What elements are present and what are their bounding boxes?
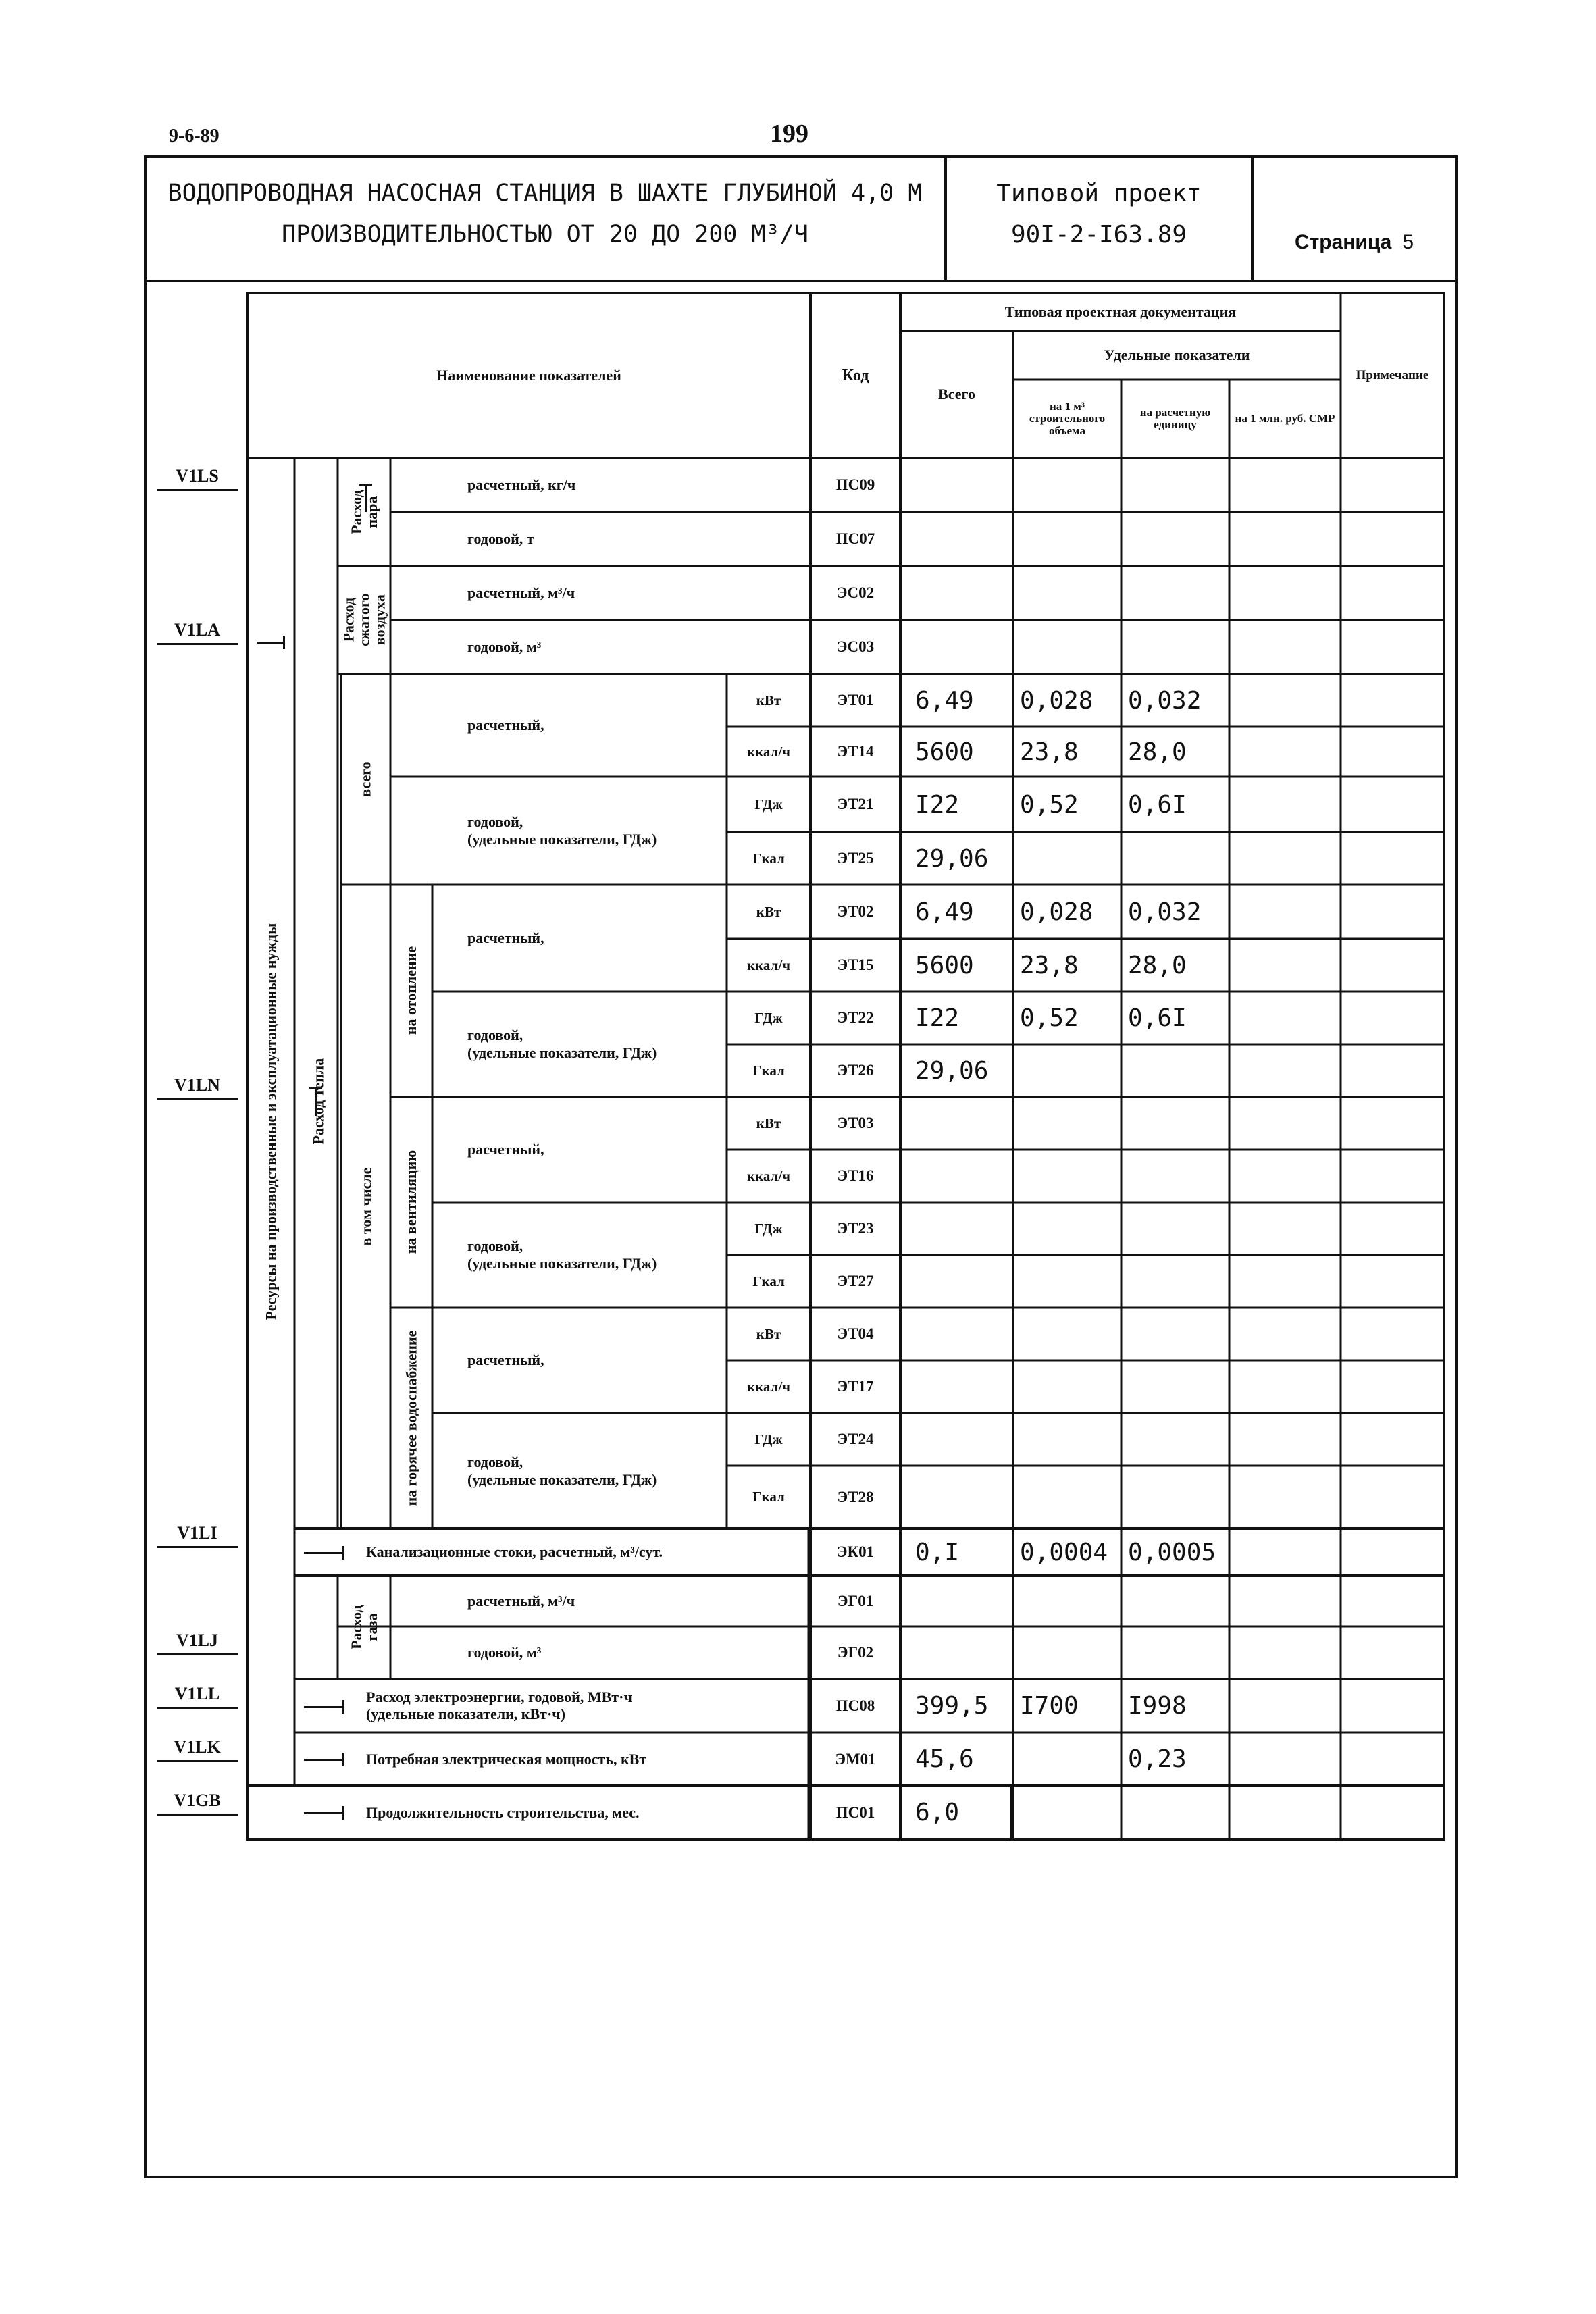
- value-per-unit: [1121, 566, 1229, 620]
- row-label: годовой, м³: [467, 1644, 542, 1661]
- group-heat-including: в том числе: [357, 1167, 374, 1246]
- value-per-m3: [1013, 512, 1121, 566]
- code-cell: ЭТ14: [837, 743, 874, 760]
- row-label: годовой, (удельные показатели, ГДж): [467, 1453, 657, 1488]
- group-resources: Ресурсы на производственные и эксплуатационные нужды: [262, 923, 280, 1320]
- arrow-mark: [304, 1812, 343, 1814]
- arrow-mark: [365, 485, 367, 512]
- value-per-unit: [1121, 620, 1229, 674]
- value-total: 399,5: [915, 1692, 989, 1720]
- code-cell: ЭТ27: [837, 1272, 874, 1289]
- unit-cell: кВт: [756, 1114, 781, 1131]
- value-total: 6,49: [915, 898, 974, 926]
- code-cell: ЭТ23: [837, 1220, 874, 1237]
- column-header-specific: Удельные показатели: [1104, 346, 1250, 363]
- value-total: I22: [915, 1004, 960, 1032]
- row-label: годовой, т: [467, 530, 534, 547]
- unit-cell: ккал/ч: [746, 956, 791, 973]
- code-cell: ПС01: [835, 1803, 875, 1821]
- value-per-m3: 23,8: [1020, 951, 1079, 979]
- value-per-unit: [1121, 1097, 1229, 1150]
- code-cell: ЭГ02: [837, 1644, 874, 1661]
- value-total: [900, 1202, 1013, 1255]
- side-code: V1LS: [157, 466, 238, 491]
- arrow-mark: [257, 642, 284, 644]
- row-label: расчетный, м³/ч: [467, 1592, 575, 1610]
- value-per-m3: [1013, 832, 1121, 885]
- code-cell: ЭС03: [836, 638, 875, 655]
- row-label-sewage: Канализационные стоки, расчетный, м³/сут.: [366, 1543, 663, 1560]
- value-per-m3: [1013, 1360, 1121, 1413]
- code-cell: ЭТ17: [837, 1378, 874, 1395]
- value-total: 6,49: [915, 686, 974, 715]
- unit-cell: Гкал: [752, 850, 785, 867]
- code-cell: ЭТ02: [837, 903, 874, 920]
- value-per-unit: 0,6I: [1128, 790, 1187, 819]
- column-header-note: Примечание: [1356, 368, 1429, 382]
- value-total: 5600: [915, 951, 974, 979]
- value-per-unit: 28,0: [1128, 951, 1187, 979]
- column-header-per-unit: на расчетную единицу: [1139, 406, 1211, 431]
- code-cell: ЭТ04: [837, 1325, 874, 1342]
- value-total: 29,06: [915, 1056, 989, 1085]
- unit-cell: кВт: [756, 692, 781, 709]
- code-cell: ЭТ01: [837, 692, 874, 709]
- value-per-unit: [1121, 458, 1229, 512]
- column-header-total: Всего: [938, 386, 975, 403]
- row-label-duration: Продолжительность строительства, мес.: [366, 1803, 640, 1821]
- side-code: V1GB: [157, 1791, 238, 1816]
- code-cell: ЭТ03: [837, 1114, 874, 1131]
- value-total: [900, 512, 1013, 566]
- row-label: годовой, (удельные показатели, ГДж): [467, 813, 657, 848]
- code-cell: ЭТ16: [837, 1167, 874, 1184]
- value-per-m3: [1013, 1576, 1121, 1626]
- unit-cell: кВт: [756, 1325, 781, 1342]
- value-per-unit: 28,0: [1128, 738, 1187, 766]
- code-cell: ПС07: [835, 530, 875, 547]
- value-per-m3: [1013, 1413, 1121, 1466]
- column-header-code: Код: [842, 366, 869, 384]
- value-total: 5600: [915, 738, 974, 766]
- value-total: [900, 1097, 1013, 1150]
- unit-cell: ккал/ч: [746, 1167, 791, 1184]
- group-steam: Расход пара: [347, 490, 380, 534]
- value-per-m3: [1013, 458, 1121, 512]
- value-per-unit: 0,6I: [1128, 1004, 1187, 1032]
- value-per-m3: [1013, 1786, 1121, 1839]
- unit-cell: ГДж: [754, 1220, 783, 1237]
- row-label: расчетный,: [467, 717, 544, 734]
- value-per-unit: 0,032: [1128, 686, 1202, 715]
- side-code: V1LA: [157, 620, 238, 645]
- column-header-per-m3: на 1 м³ строительного объема: [1029, 400, 1106, 437]
- value-per-unit: [1121, 1413, 1229, 1466]
- group-hot-water: на горячее водоснабжение: [403, 1330, 420, 1506]
- value-per-unit: [1121, 1360, 1229, 1413]
- value-per-unit: [1121, 1308, 1229, 1360]
- value-per-m3: [1013, 1308, 1121, 1360]
- unit-cell: кВт: [756, 903, 781, 920]
- code-cell: ЭТ25: [837, 850, 874, 867]
- value-total: [900, 1626, 1013, 1679]
- group-gas: Расход газа: [347, 1605, 380, 1650]
- arrow-mark: [304, 1706, 343, 1708]
- row-label: расчетный,: [467, 1352, 544, 1368]
- value-total: 0,I: [915, 1538, 960, 1566]
- code-cell: ЭМ01: [835, 1750, 876, 1768]
- value-per-m3: [1013, 1150, 1121, 1202]
- group-heating: на отопление: [403, 946, 420, 1035]
- unit-cell: ккал/ч: [746, 1378, 791, 1395]
- value-total: 29,06: [915, 844, 989, 873]
- unit-cell: ккал/ч: [746, 743, 791, 760]
- row-label: расчетный,: [467, 929, 544, 946]
- value-per-m3: [1013, 566, 1121, 620]
- group-heat: Расход тепла: [309, 1058, 326, 1145]
- value-per-m3: 0,028: [1020, 898, 1093, 926]
- value-per-m3: [1013, 1202, 1121, 1255]
- row-label: расчетный,: [467, 1141, 544, 1158]
- value-per-m3: [1013, 1044, 1121, 1097]
- unit-cell: ГДж: [754, 1009, 783, 1026]
- document-title-line1: ВОДОПРОВОДНАЯ НАСОСНАЯ СТАНЦИЯ В ШАХТЕ ГЛУБИНОЙ 4,0 М: [168, 180, 923, 207]
- code-cell: ЭТ26: [837, 1062, 874, 1079]
- page-number: 199: [770, 120, 808, 148]
- arrow-mark: [315, 1089, 317, 1116]
- group-heat-total: всего: [357, 761, 374, 798]
- code-cell: ЭК01: [836, 1543, 875, 1560]
- value-total: 45,6: [915, 1745, 974, 1773]
- value-total: [900, 458, 1013, 512]
- value-total: [900, 1360, 1013, 1413]
- value-per-m3: [1013, 1097, 1121, 1150]
- value-total: [900, 620, 1013, 674]
- document-code: 9-6-89: [169, 126, 220, 147]
- value-per-unit: 0,032: [1128, 898, 1202, 926]
- arrow-mark: [304, 1759, 343, 1761]
- page-label: Страница: [1294, 231, 1392, 253]
- value-per-unit: [1121, 1202, 1229, 1255]
- side-code: V1LK: [157, 1737, 238, 1762]
- code-cell: ПС08: [835, 1697, 875, 1714]
- unit-cell: ГДж: [754, 796, 783, 813]
- value-per-m3: I700: [1020, 1692, 1079, 1720]
- row-label: расчетный, м³/ч: [467, 584, 575, 601]
- column-header-group: Типовая проектная документация: [1004, 303, 1237, 320]
- code-cell: ЭГ01: [837, 1592, 874, 1610]
- value-total: [900, 1255, 1013, 1308]
- code-cell: ЭТ24: [837, 1431, 874, 1447]
- value-per-unit: [1121, 1576, 1229, 1626]
- value-per-unit: [1121, 832, 1229, 885]
- value-per-unit: [1121, 1466, 1229, 1528]
- project-label: Типовой проект: [996, 180, 1202, 207]
- value-per-m3: [1013, 1255, 1121, 1308]
- arrow-mark: [304, 1552, 343, 1554]
- unit-cell: ГДж: [754, 1431, 783, 1447]
- side-code: V1LL: [157, 1684, 238, 1709]
- value-per-unit: [1121, 1044, 1229, 1097]
- value-per-unit: [1121, 1150, 1229, 1202]
- project-number: 90I-2-I63.89: [1010, 221, 1187, 249]
- row-label-power: Потребная электрическая мощность, кВт: [366, 1750, 647, 1768]
- group-ventilation: на вентиляцию: [403, 1150, 420, 1254]
- document-title-line2: ПРОИЗВОДИТЕЛЬНОСТЬЮ ОТ 20 ДО 200 М³/Ч: [282, 221, 808, 248]
- value-per-m3: [1013, 1626, 1121, 1679]
- column-header-per-mln: на 1 млн. руб. СМР: [1235, 412, 1335, 426]
- row-label: годовой, м³: [467, 638, 542, 655]
- value-per-m3: [1013, 620, 1121, 674]
- value-per-m3: 0,0004: [1020, 1538, 1108, 1566]
- value-total: [900, 1308, 1013, 1360]
- value-per-m3: 0,52: [1020, 790, 1079, 819]
- value-per-unit: 0,23: [1128, 1745, 1187, 1773]
- value-per-m3: [1013, 1732, 1121, 1786]
- side-code: V1LI: [157, 1523, 238, 1548]
- column-header-name: Наименование показателей: [436, 367, 621, 384]
- value-total: I22: [915, 790, 960, 819]
- page-value: 5: [1402, 231, 1414, 253]
- unit-cell: Гкал: [752, 1272, 785, 1289]
- row-label: годовой, (удельные показатели, ГДж): [467, 1027, 657, 1061]
- unit-cell: Гкал: [752, 1489, 785, 1505]
- code-cell: ЭТ22: [837, 1009, 874, 1026]
- value-total: [900, 1466, 1013, 1528]
- value-per-m3: 23,8: [1020, 738, 1079, 766]
- side-code: V1LN: [157, 1075, 238, 1100]
- row-label: расчетный, кг/ч: [467, 476, 576, 493]
- code-cell: ЭТ21: [837, 796, 874, 813]
- value-per-m3: 0,52: [1020, 1004, 1079, 1032]
- side-code: V1LJ: [157, 1630, 238, 1655]
- value-total: [900, 1576, 1013, 1626]
- group-air: Расход сжатого воздуха: [340, 593, 388, 647]
- value-per-unit: [1121, 1255, 1229, 1308]
- unit-cell: Гкал: [752, 1062, 785, 1079]
- code-cell: ЭТ15: [837, 956, 874, 973]
- value-per-unit: [1121, 512, 1229, 566]
- value-per-unit: I998: [1128, 1692, 1187, 1720]
- value-per-unit: [1121, 1626, 1229, 1679]
- value-total: [900, 566, 1013, 620]
- value-per-m3: 0,028: [1020, 686, 1093, 715]
- code-cell: ЭТ28: [837, 1488, 874, 1506]
- value-per-unit: 0,0005: [1128, 1538, 1216, 1566]
- code-cell: ЭС02: [836, 584, 875, 601]
- code-cell: ПС09: [835, 476, 875, 493]
- value-total: [900, 1413, 1013, 1466]
- value-total: 6,0: [915, 1799, 960, 1826]
- value-per-unit: [1121, 1786, 1229, 1839]
- row-label-electro: Расход электроэнергии, годовой, МВт·ч (удельные показатели, кВт·ч): [366, 1689, 632, 1722]
- value-total: [900, 1150, 1013, 1202]
- row-label: годовой, (удельные показатели, ГДж): [467, 1237, 657, 1272]
- value-per-m3: [1013, 1466, 1121, 1528]
